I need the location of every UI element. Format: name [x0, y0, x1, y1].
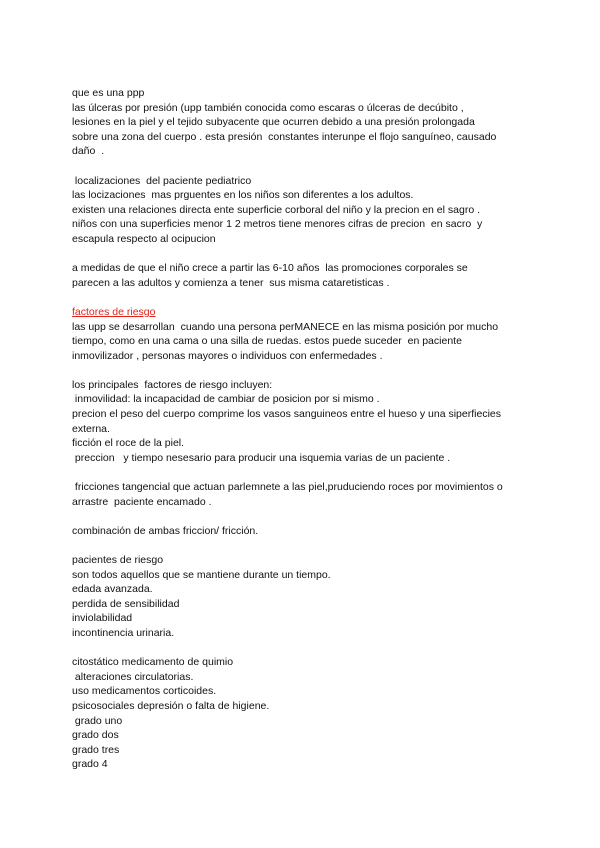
section-factores: [72, 305, 542, 363]
document-body: [72, 86, 542, 772]
text-line: sobre una zona del cuerpo . esta presión constantes interunpe el flojo sanguíneo, causado: [72, 130, 497, 143]
section-ppp-title: que es una ppp: [72, 87, 145, 99]
text-line: existen una relaciones directa ente superficie corboral del niño y la precion en el sagro .: [72, 203, 480, 216]
text-line: edada avanzada.: [72, 583, 153, 596]
text-line: grado 4: [72, 758, 108, 771]
text-line: alteraciones circulatorias.: [72, 670, 194, 683]
section-combinacion: [72, 524, 542, 539]
section-localizaciones: [72, 174, 542, 247]
text-line: lesiones en la piel y el tejido subyacente que ocurren debido a una presión prolongada: [72, 116, 475, 129]
section-citostatico: [72, 655, 542, 772]
section-principales: [72, 378, 542, 466]
paragraph-gap: [72, 538, 542, 553]
section-ppp: [72, 86, 542, 159]
paragraph-gap: [72, 247, 542, 262]
text-line: inviolabilidad: [72, 612, 133, 625]
text-line: psicosociales depresión o falta de higiene.: [72, 699, 270, 712]
text-line: incontinencia urinaria.: [72, 626, 175, 639]
paragraph-gap: [72, 509, 542, 524]
text-line: tiempo, como en una cama o una silla de ruedas. estos puede suceder en paciente: [72, 335, 462, 348]
factores-de-riesgo-heading: factores de riesgo: [72, 305, 156, 318]
text-line: las úlceras por presión (upp también conocida como escaras o úlceras de decúbito ,: [72, 101, 464, 114]
text-line: fricciones tangencial que actuan parlemnete a las piel,pruduciendo roces por movimientos o: [72, 481, 503, 494]
text-line: escapula respecto al ocipucion: [72, 232, 216, 245]
text-line: grado dos: [72, 729, 119, 742]
text-line: niños con una superficies menor 1 2 metros tiene menores cifras de precion en sacro y: [72, 218, 483, 231]
text-line: grado uno: [72, 714, 123, 727]
text-line: a medidas de que el niño crece a partir las 6-10 años las promociones corporales se: [72, 262, 468, 275]
paragraph-gap: [72, 290, 542, 305]
text-line: son todos aquellos que se mantiene durante un tiempo.: [72, 568, 331, 581]
text-line: preccion y tiempo nesesario para producir una isquemia varias de un paciente .: [72, 451, 451, 464]
text-line: perdida de sensibilidad: [72, 597, 180, 610]
text-line: inmovilizador , personas mayores o individuos con enfermedades .: [72, 349, 383, 362]
text-line: los principales factores de riesgo incluyen:: [72, 378, 273, 391]
text-line: citostático medicamento de quimio: [72, 656, 234, 669]
text-line: externa.: [72, 422, 110, 435]
text-line: las upp se desarrollan cuando una persona perMANECE en las misma posición por mucho: [72, 320, 499, 333]
text-line: grado tres: [72, 743, 120, 756]
text-line: arrastre paciente encamado .: [72, 495, 212, 508]
text-line: daño .: [72, 145, 105, 158]
text-line: las locizaciones mas prguentes en los niños son diferentes a los adultos.: [72, 189, 414, 202]
text-line: pacientes de riesgo: [72, 554, 164, 566]
paragraph-gap: [72, 641, 542, 656]
text-line: combinación de ambas friccion/ fricción.: [72, 524, 259, 537]
section-pacientes: [72, 553, 542, 641]
section-medidas: [72, 261, 542, 290]
section-localizaciones-title: localizaciones del paciente pediatrico: [72, 174, 252, 187]
text-line: parecen a las adultos y comienza a tener sus misma cataretisticas .: [72, 276, 390, 289]
section-fricciones: [72, 480, 542, 509]
text-line: inmovilidad: la incapacidad de cambiar de posicion por si mismo .: [72, 393, 380, 406]
paragraph-gap: [72, 159, 542, 174]
paragraph-gap: [72, 465, 542, 480]
text-line: ficción el roce de la piel.: [72, 437, 185, 450]
paragraph-gap: [72, 363, 542, 378]
text-line: precion el peso del cuerpo comprime los vasos sanguineos entre el hueso y una siperfiecies: [72, 408, 501, 421]
text-line: uso medicamentos corticoides.: [72, 685, 217, 698]
